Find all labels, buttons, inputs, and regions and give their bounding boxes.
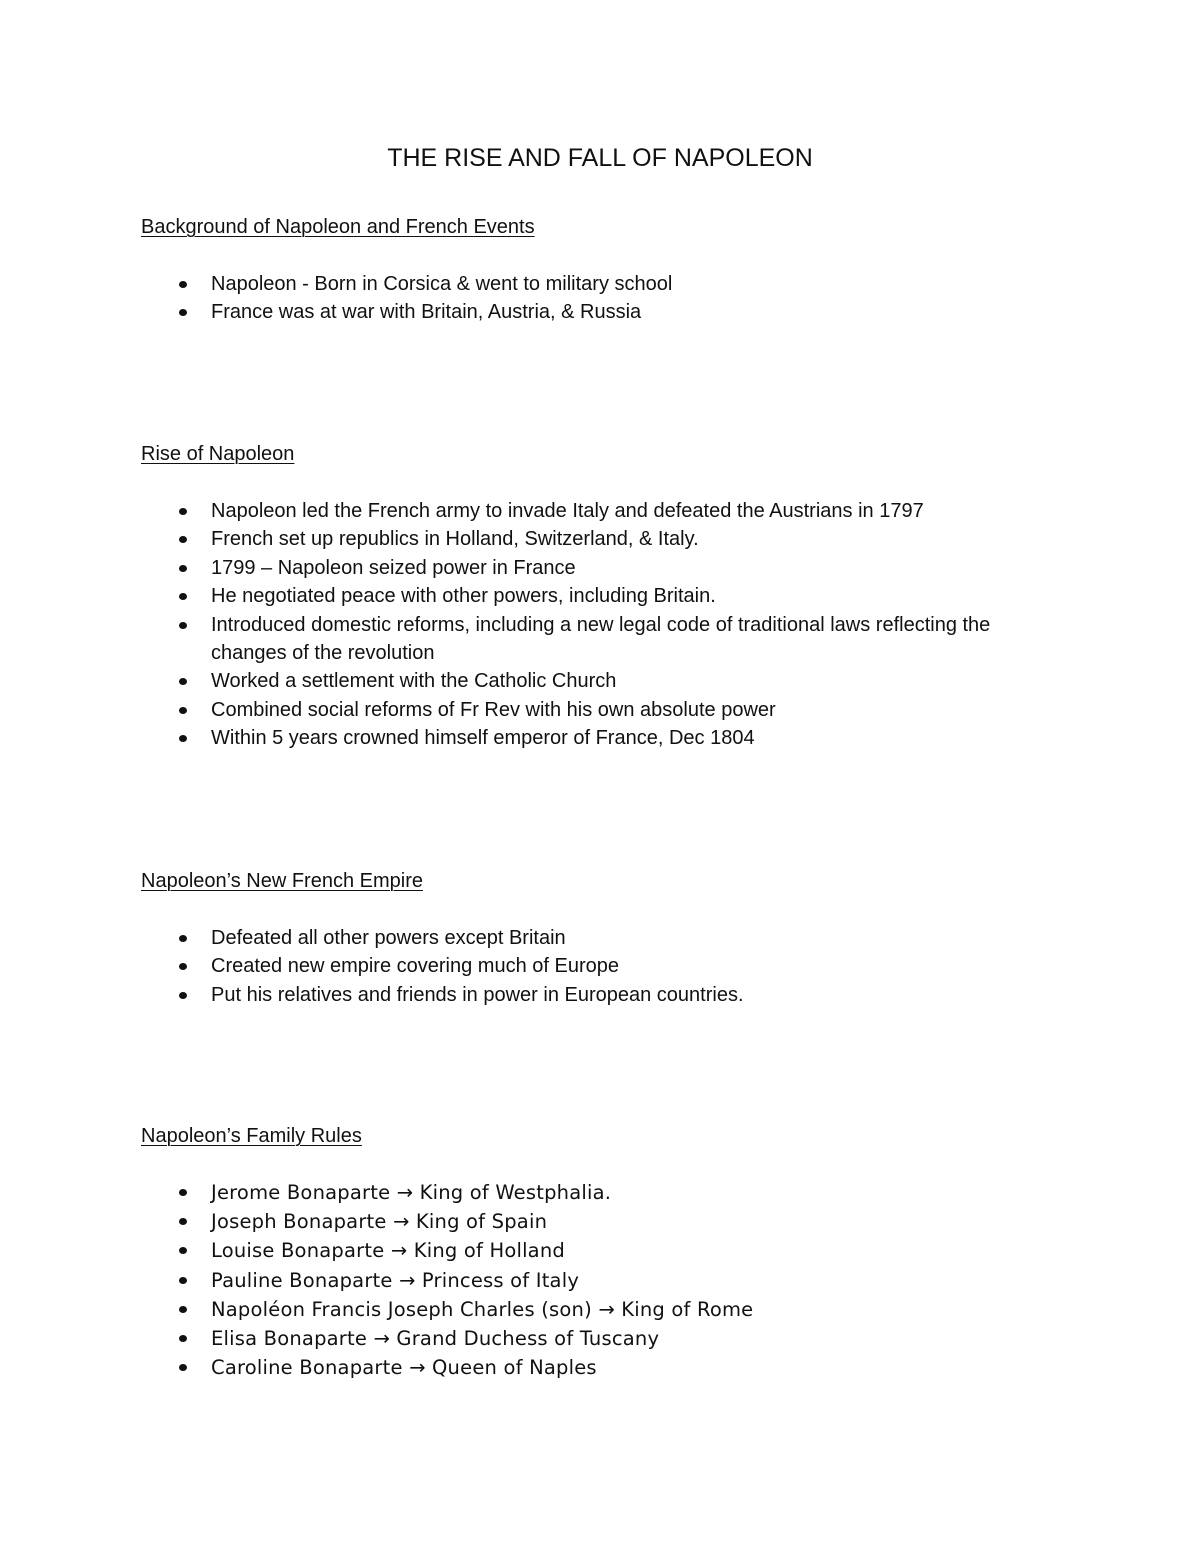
list-item-text: Combined social reforms of Fr Rev with his own absolute power: [211, 698, 776, 721]
bullet-icon: [179, 565, 187, 572]
list-item: [141, 270, 1071, 298]
bullet-icon: [179, 735, 187, 742]
list-item: [141, 952, 1071, 980]
section-list-rise: [141, 497, 1071, 753]
list-item-text: 1799 – Napoleon seized power in France: [211, 556, 576, 579]
section-heading-rise: Rise of Napoleon: [141, 443, 295, 465]
list-item: [141, 1178, 1071, 1207]
bullet-icon: [179, 508, 187, 515]
list-item-text: Napoléon Francis Joseph Charles (son) → King of Rome: [211, 1297, 754, 1321]
list-item-text: Worked a settlement with the Catholic Church: [211, 670, 617, 693]
bullet-icon: [179, 593, 187, 600]
list-item: [141, 696, 1071, 724]
section-heading-family: Napoleon’s Family Rules: [141, 1125, 362, 1147]
list-item: [141, 1207, 1071, 1236]
list-item: [141, 1236, 1071, 1265]
section-list-family: [141, 1178, 1071, 1382]
section-list-background: [141, 270, 1071, 327]
bullet-icon: [179, 1277, 187, 1284]
list-item-text: Put his relatives and friends in power in European countries.: [211, 983, 744, 1006]
list-item: [141, 497, 1071, 525]
bullet-icon: [179, 1306, 187, 1313]
bullet-icon: [179, 1247, 187, 1254]
list-item-text: Napoleon led the French army to invade Italy and defeated the Austrians in 1797: [211, 500, 924, 522]
list-item: [141, 554, 1071, 582]
list-item: [141, 924, 1071, 952]
list-item: [141, 981, 1071, 1009]
bullet-icon: [179, 1335, 187, 1342]
list-item: [141, 667, 1071, 695]
list-item-text: French set up republics in Holland, Switzerland, & Italy.: [211, 528, 699, 551]
list-item-text: Napoleon - Born in Corsica & went to military school: [211, 273, 673, 295]
bullet-icon: [179, 992, 187, 999]
list-item-text: Jerome Bonaparte → King of Westphalia.: [211, 1181, 612, 1204]
bullet-icon: [179, 281, 187, 288]
bullet-icon: [179, 1189, 187, 1196]
bullet-icon: [179, 963, 187, 970]
list-item-text: France was at war with Britain, Austria, & Russia: [211, 301, 642, 324]
list-item-text: Caroline Bonaparte → Queen of Naples: [211, 1356, 597, 1380]
bullet-icon: [179, 309, 187, 316]
bullet-icon: [179, 707, 187, 714]
list-item-text: Defeated all other powers except Britain: [211, 927, 566, 949]
list-item: [141, 1295, 1071, 1324]
list-item: [141, 298, 1071, 326]
list-item-text: Elisa Bonaparte → Grand Duchess of Tuscany: [211, 1327, 660, 1351]
section-list-empire: [141, 924, 1071, 1009]
bullet-icon: [179, 1364, 187, 1371]
list-item-text: Created new empire covering much of Europe: [211, 955, 619, 978]
list-item: [141, 1266, 1071, 1295]
list-item: [141, 582, 1071, 610]
section-heading-empire: Napoleon’s New French Empire: [141, 870, 423, 892]
list-item-text: Pauline Bonaparte → Princess of Italy: [211, 1268, 580, 1292]
list-item-text: Introduced domestic reforms, including a new legal code of traditional laws reflecting the changes of the revolution: [211, 613, 991, 665]
section-heading-background: Background of Napoleon and French Events: [141, 216, 535, 238]
list-item-text: Joseph Bonaparte → King of Spain: [211, 1210, 548, 1234]
list-item-text: He negotiated peace with other powers, including Britain.: [211, 585, 716, 608]
bullet-icon: [179, 536, 187, 543]
list-item: [141, 1324, 1071, 1353]
bullet-icon: [179, 1218, 187, 1225]
list-item-text: Within 5 years crowned himself emperor of France, Dec 1804: [211, 727, 755, 750]
list-item: [141, 1353, 1071, 1382]
list-item: [141, 724, 1071, 752]
bullet-icon: [179, 935, 187, 942]
page-title: THE RISE AND FALL OF NAPOLEON: [387, 144, 813, 172]
list-item: [141, 611, 1071, 668]
bullet-icon: [179, 678, 187, 685]
list-item: [141, 525, 1071, 553]
list-item-text: Louise Bonaparte → King of Holland: [211, 1239, 565, 1263]
bullet-icon: [179, 622, 187, 629]
